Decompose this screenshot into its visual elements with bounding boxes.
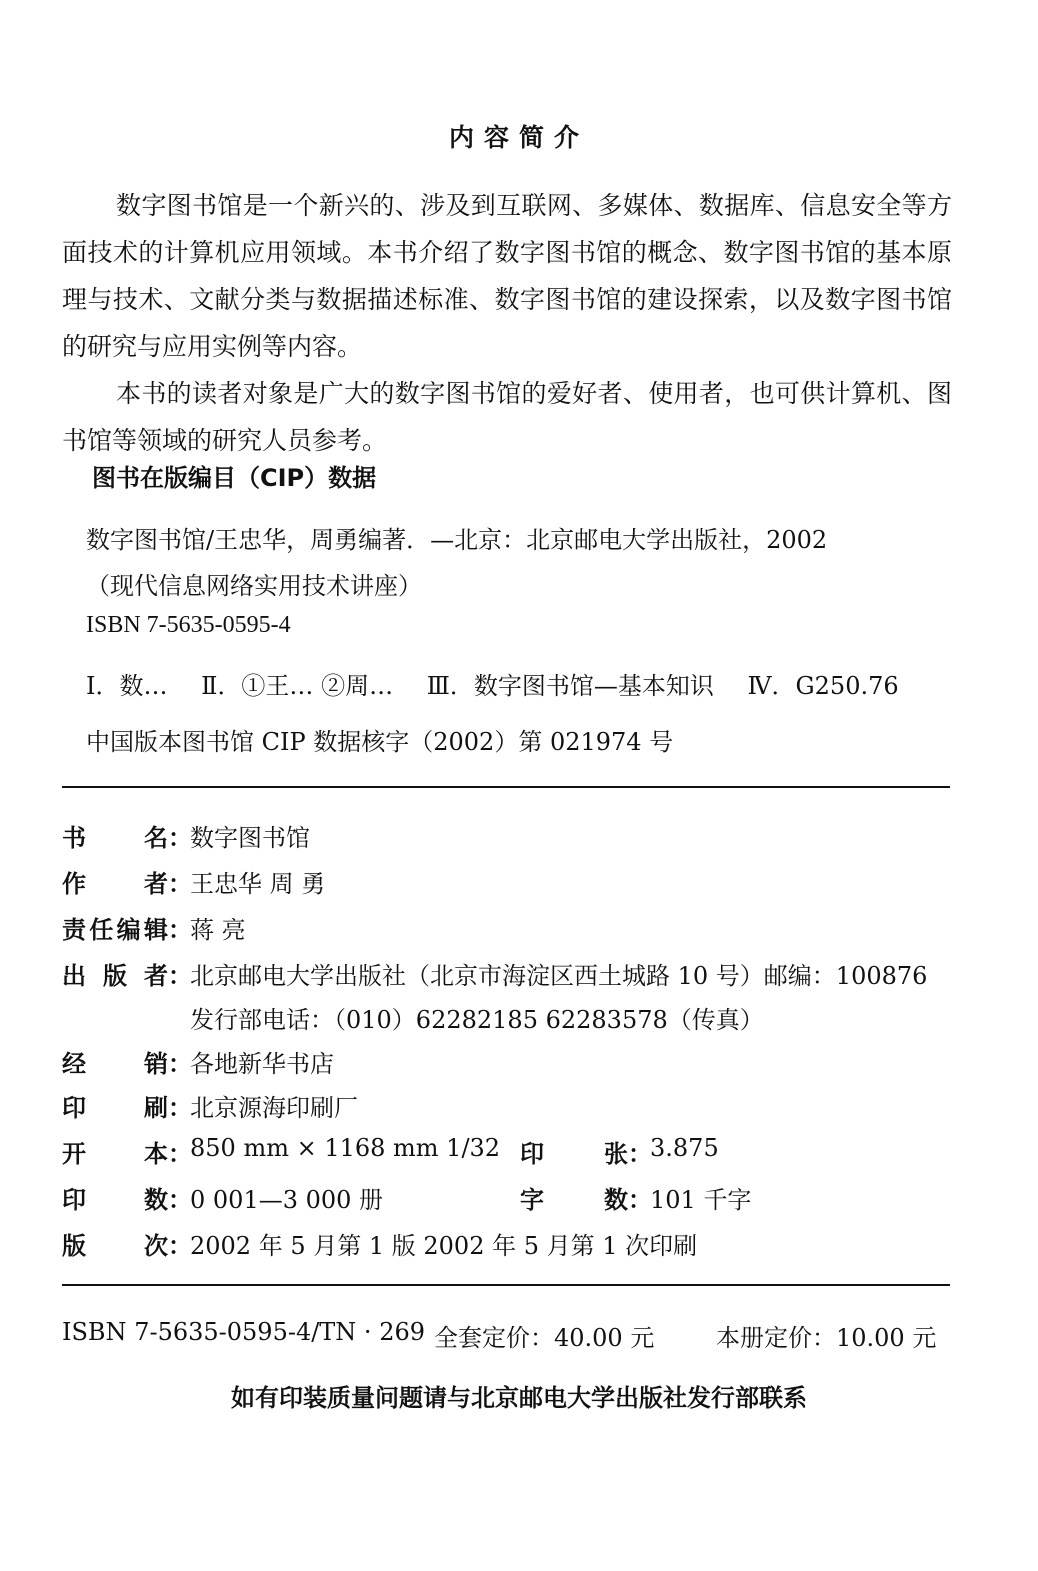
- info-label-edition: 版 次: [62, 1232, 168, 1260]
- info-label-book-name: 书 名: [62, 824, 168, 852]
- info-value-edition: 2002 年 5 月第 1 版 2002 年 5 月第 1 次印刷: [190, 1232, 698, 1260]
- info-value-printer: 北京源海印刷厂: [190, 1094, 358, 1122]
- cip-classification: [86, 666, 925, 701]
- page-title: 内容简介: [448, 123, 589, 152]
- info-value-sheets: 3.875: [650, 1134, 719, 1162]
- intro-paragraph-1: 数字图书馆是一个新兴的、涉及到互联网、多媒体、数据库、信息安全等方面技术的计算机应用领域。本书介绍了数字图书馆的概念、数字图书馆的基本原理与技术、文献分类与数据描述标准、数字图书馆的建设探索，以及数字图书馆的研究与应用实例等内容。: [62, 191, 952, 361]
- info-value-author: 王忠华 周 勇: [190, 870, 326, 898]
- info-label-word-count: 字 数: [520, 1186, 628, 1214]
- volume-price: 本册定价：10.00 元: [716, 1324, 937, 1352]
- info-value-editor: 蒋 亮: [190, 916, 246, 944]
- total-price: 全套定价：40.00 元: [434, 1324, 655, 1352]
- copyright-page: 内容简介 数字图书馆是一个新兴的、涉及到互联网、多媒体、数据库、信息安全等方面技术的计算机应用领域。本书介绍了数字图书馆的概念、数字图书馆的基本原理与技术、文献分类与数据描述标准、数字图书馆的建设探索，以及数字图书馆的研究与应用实例等内容。 本书的读者对象是广大的数字图书馆的爱好者、使用者，也可供计算机、图书馆等领域的研究人员参考。 图书在版编目（CIP）数据 数字图书馆/王忠华，周勇编著．—北京：北京邮电大学出版社，2002 （现代信息网络实用技术讲座） ISBN 7-5635-0595-4 Ⅰ．数… Ⅱ．①王… ②周… Ⅲ．数字图书馆—基本知识 Ⅳ．G250.76 中国版本图书馆 CIP 数据核字（2002）第 021974 号 书 名 ： 数字图书馆 作 者 ： 王忠华 周 勇 责 任 编 辑 ： 蒋 亮 出 版 者 ： 北京邮电大学出版社（北京市海淀区西土城路 10 号）邮编：100876 发行部电话：（010）62282185 62283578（传真） 经 销 ： 各地新华书店 印 刷 ： 北京源海印刷厂 开 本 ： 850 mm × 1168 mm 1/32 印 张 ： 3.875 印 数 ： 0 001—3 000 册 字 数 ： 101 千字 版 次 ： 2002 年 5 月第 1 版 2002 年 5 月第 1 次印刷 ISBN 7-5635-0595-4/TN · 269 全套定价：40.00 元 本册定价：10.00 元 如有印装质量问题请与北京邮电大学出版社发行部联系: [0, 0, 1038, 1571]
- divider-bottom: [62, 1284, 950, 1286]
- info-label-editor: 责 任 编 辑: [62, 916, 168, 944]
- divider-top: [62, 786, 950, 788]
- cip-class-1: Ⅰ．数…: [86, 672, 168, 700]
- info-label-sheets: 印 张: [520, 1140, 628, 1168]
- intro-paragraph-2: 本书的读者对象是广大的数字图书馆的爱好者、使用者，也可供计算机、图书馆等领域的研究人员参考。: [62, 379, 952, 455]
- cip-class-2: Ⅱ．①王… ②周…: [201, 672, 394, 700]
- info-row-print-run: 印 数 ： 0 001—3 000 册 字 数 ： 101 千字: [62, 1180, 950, 1220]
- info-label-print-run: 印 数: [62, 1186, 168, 1214]
- info-label-format: 开 本: [62, 1140, 168, 1168]
- info-label-publisher: 出 版 者: [62, 962, 168, 990]
- cip-verification-number: 中国版本图书馆 CIP 数据核字（2002）第 021974 号: [86, 728, 674, 756]
- info-label-distributor: 经 销: [62, 1050, 168, 1078]
- info-label-author: 作 者: [62, 870, 168, 898]
- info-value-publisher-phone: 发行部电话：（010）62282185 62283578（传真）: [190, 1006, 764, 1034]
- cip-heading: 图书在版编目（CIP）数据: [92, 464, 377, 492]
- cip-isbn: ISBN 7-5635-0595-4: [86, 612, 291, 638]
- info-value-publisher: 北京邮电大学出版社（北京市海淀区西土城路 10 号）邮编：100876: [190, 962, 928, 990]
- info-label-printer: 印 刷: [62, 1094, 168, 1122]
- footer-isbn: ISBN 7-5635-0595-4/TN · 269: [62, 1318, 425, 1346]
- info-value-format: 850 mm × 1168 mm 1/32: [190, 1134, 501, 1162]
- cip-class-4: Ⅳ．G250.76: [747, 672, 899, 700]
- cip-series-line: （现代信息网络实用技术讲座）: [86, 572, 422, 600]
- cip-bibliographic-line: 数字图书馆/王忠华，周勇编著．—北京：北京邮电大学出版社，2002: [86, 526, 828, 554]
- book-introduction: [62, 182, 952, 464]
- info-row-format: 开 本 ： 850 mm × 1168 mm 1/32 印 张 ： 3.875: [62, 1134, 719, 1168]
- info-value-distributor: 各地新华书店: [190, 1050, 334, 1078]
- info-value-word-count: 101 千字: [650, 1186, 752, 1214]
- cip-class-3: Ⅲ．数字图书馆—基本知识: [426, 672, 714, 700]
- quality-notice: 如有印装质量问题请与北京邮电大学出版社发行部联系: [231, 1384, 807, 1412]
- info-value-book-name: 数字图书馆: [190, 824, 310, 852]
- info-value-print-run: 0 001—3 000 册: [190, 1186, 384, 1214]
